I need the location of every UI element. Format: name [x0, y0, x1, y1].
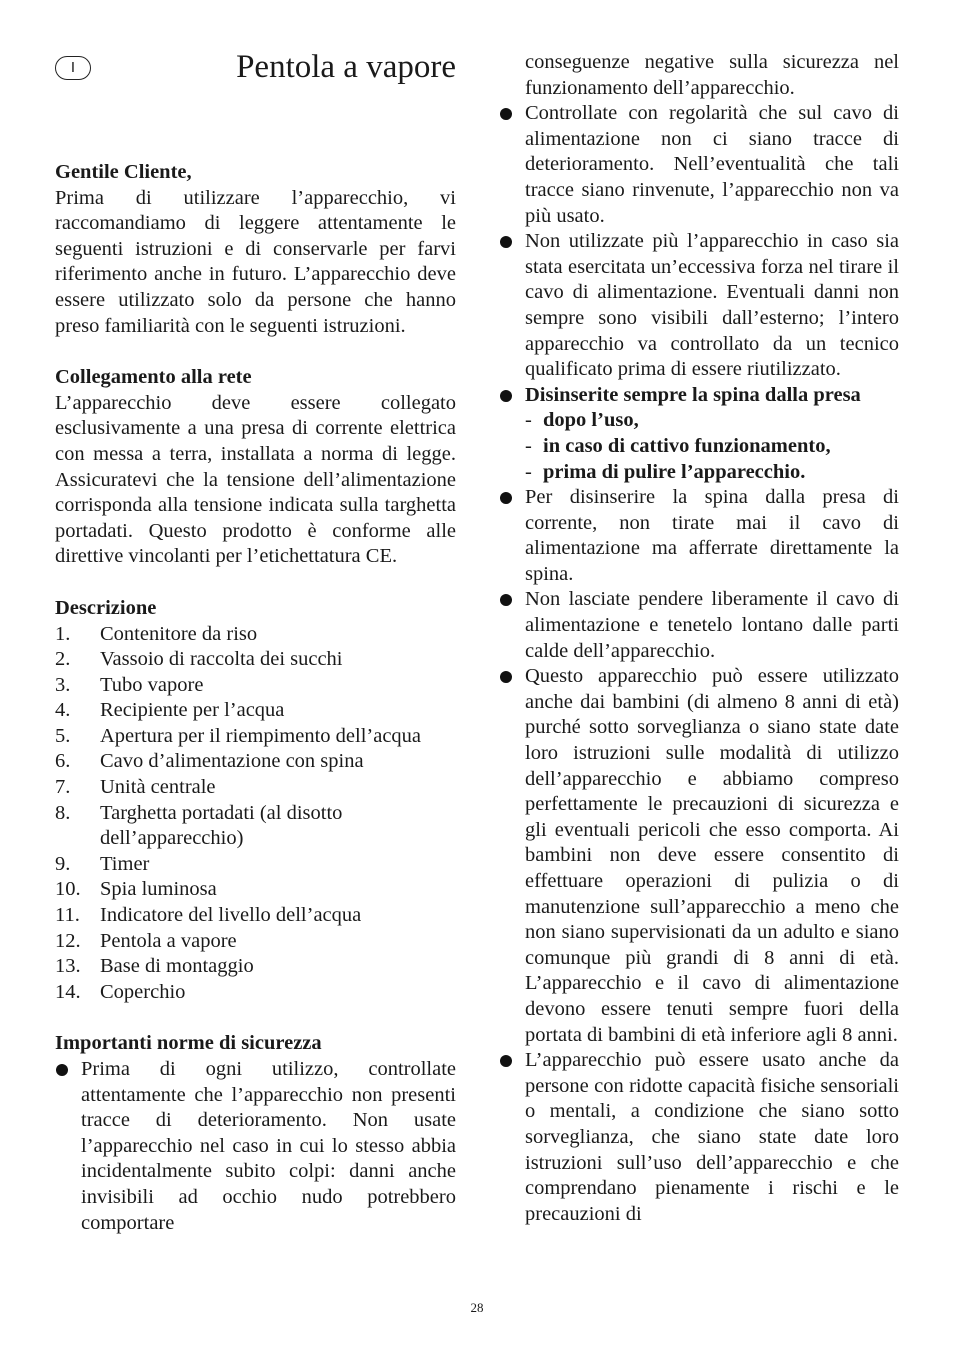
- list-item: 6. Cavo d’alimentazione con spina: [55, 750, 364, 773]
- list-item: 5. Apertura per il riempimento dell’acqua: [55, 724, 422, 747]
- safety-list-right: [499, 101, 899, 1227]
- list-item: - dopo l’uso,: [525, 409, 639, 432]
- bullet-icon: [500, 1055, 512, 1067]
- list-item: 12. Pentola a vapore: [55, 929, 237, 952]
- unplug-heading: Disinserite sempre la spina dalla presa: [525, 383, 861, 406]
- list-item: - prima di pulire l’apparecchio.: [525, 460, 806, 483]
- list-item: L’apparecchio può essere usato anche da persone con ridotte capacità fisiche sensoriali o mentali, a condizione che siano sotto sorveglianza, che siano state date loro istruzioni sull’uso dell’apparecchio e che comprendano pienamente i rischi e le precauzioni di: [499, 1048, 899, 1227]
- list-item: Per disinserire la spina dalla presa di corrente, non tirate mai il cavo di alimentazione ma afferrate direttamente la spina.: [499, 485, 899, 587]
- list-item: 8. Targhetta portadati (al disotto dell’apparecchio): [55, 801, 343, 850]
- page-header: [55, 46, 456, 116]
- bullet-icon: [500, 594, 512, 606]
- bullet-icon: [500, 492, 512, 504]
- list-item: 10. Spia luminosa: [55, 878, 217, 901]
- page-number: 28: [470, 1300, 484, 1315]
- network-text: L’apparecchio deve essere collegato esclusivamente a una presa di corrente elettrica con messa a terra, installata a norma di legge. Assicuratevi che la tensione dell’alimentazione corrisponda alla tensione indicata sulla targhetta portadati. Questo prodotto è conforme alle direttive vincolanti per l’etichettatura CE.: [55, 391, 456, 568]
- intro-text: Prima di utilizzare l’apparecchio, vi raccomandiamo di leggere attentamente le seguenti istruzioni e di conservarle per farvi riferimento anche in futuro. L’apparecchio deve essere utilizzato solo da persone che hanno preso familiarità con le seguenti istruzioni.: [55, 186, 456, 337]
- description-list: [55, 622, 456, 1006]
- bullet-icon: [56, 1064, 68, 1076]
- left-column: [55, 46, 456, 1236]
- bullet-icon: [500, 108, 512, 120]
- list-item: Non utilizzate più l’apparecchio in caso sia stata esercitata un’eccessiva forza nel tirare il cavo di alimentazione. Eventuali danni non sempre sono visibili dall’esterno; l’intero apparecchio va controllato da un tecnico qualificato prima di essere riutilizzato.: [499, 229, 899, 383]
- list-item: 9. Timer: [55, 852, 150, 875]
- list-item: Non lasciate pendere liberamente il cavo di alimentazione e tenetelo lontano dalle parti calde dell’apparecchio.: [499, 587, 899, 664]
- bullet-icon: [500, 390, 512, 402]
- list-item: Prima di ogni utilizzo, controllate attentamente che l’apparecchio non presenti tracce di deterioramento. Non usate l’apparecchio nel caso in cui lo stesso abbia incidentalmente subito colpi: danni anche invisibili ad occhio nudo potrebbero comportare: [55, 1057, 456, 1236]
- list-item: 4. Recipiente per l’acqua: [55, 699, 285, 722]
- safety-list-left: [55, 1057, 456, 1236]
- list-item: 2. Vassoio di raccolta dei succhi: [55, 648, 343, 671]
- list-item: [499, 383, 899, 485]
- list-item: - in caso di cattivo funzionamento,: [525, 434, 831, 457]
- right-column: [499, 50, 899, 1227]
- network-heading: Collegamento alla rete: [55, 366, 252, 389]
- unplug-sublist: [525, 408, 899, 485]
- safety-heading: Importanti norme di sicurezza: [55, 1032, 322, 1055]
- list-item: 7. Unità centrale: [55, 776, 216, 799]
- list-item: 14. Coperchio: [55, 980, 186, 1003]
- bullet-icon: [500, 671, 512, 683]
- list-item: 13. Base di montaggio: [55, 955, 254, 978]
- page-title: Pentola a vapore: [236, 49, 456, 85]
- description-heading: Descrizione: [55, 596, 157, 619]
- intro-heading: Gentile Cliente,: [55, 161, 192, 183]
- bullet-icon: [500, 236, 512, 248]
- language-badge: I: [55, 56, 91, 80]
- list-item: 1. Contenitore da riso: [55, 622, 258, 645]
- list-item: 3. Tubo vapore: [55, 673, 204, 696]
- list-item: Questo apparecchio può essere utilizzato anche dai bambini (di almeno 8 anni di età) purché sotto sorveglianza o siano state date loro istruzioni sulle modalità di utilizzo dell’apparecchio e abbiamo compreso perfettamente le precauzioni di sicurezza e gli eventuali pericoli che esso comporta. Ai bambini non deve essere consentito di effettuare operazioni di pulizia o di manutenzione sull’apparecchio a meno che non siano supervisionati da un adulto e siano comunque più grandi di 8 anni di età. L’apparecchio e il cavo di alimentazione devono essere tenuti sempre fuori della portata di bambini di età inferiore agli 8 anni.: [499, 664, 899, 1048]
- bullet-continuation: conseguenze negative sulla sicurezza nel funzionamento dell’apparecchio.: [525, 51, 899, 99]
- list-item: 11. Indicatore del livello dell’acqua: [55, 904, 362, 927]
- list-item: Controllate con regolarità che sul cavo di alimentazione non ci siano tracce di deterioramento. Nell’eventualità che tali tracce siano rinvenute, l’apparecchio non va più usato.: [499, 101, 899, 229]
